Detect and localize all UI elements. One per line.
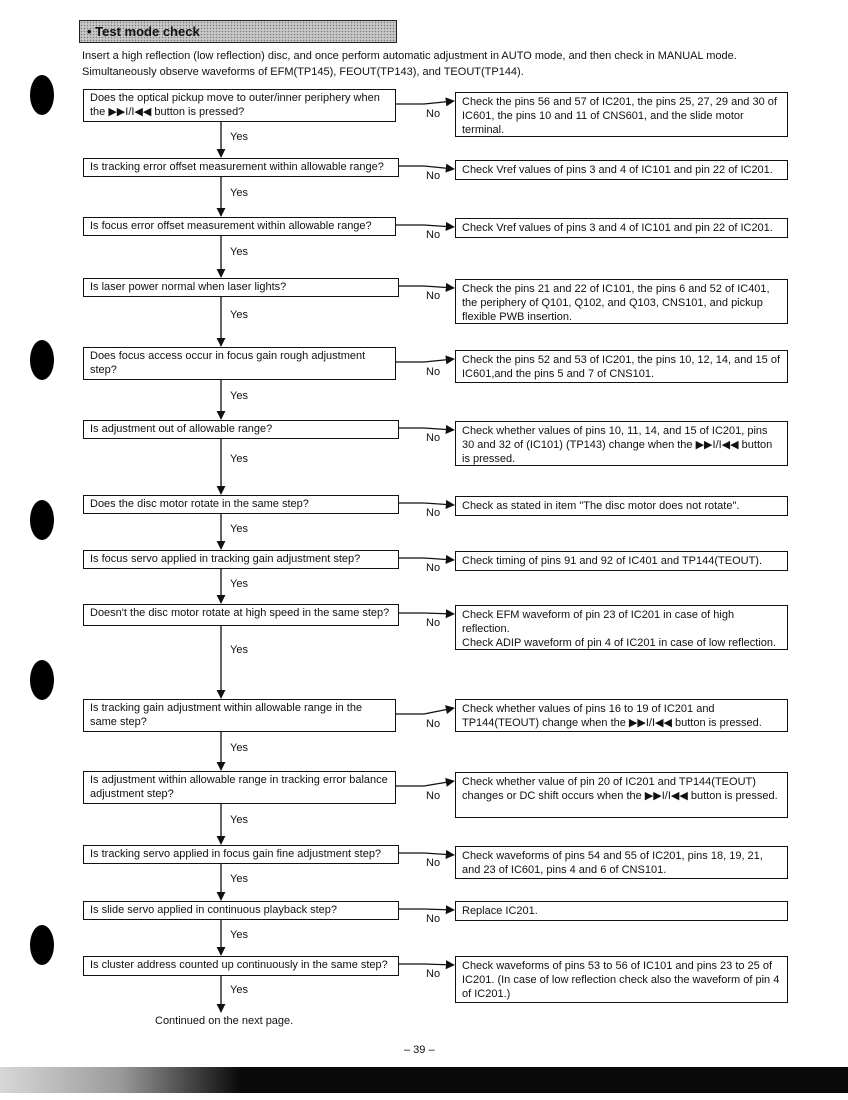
yes-label: Yes <box>230 578 248 590</box>
yes-label: Yes <box>230 742 248 754</box>
action-box: Check whether value of pin 20 of IC201 and TP144(TEOUT) changes or DC shift occurs when the ▶▶I/I◀◀ button is pressed. <box>455 772 788 818</box>
yes-label: Yes <box>230 814 248 826</box>
question-box: Is laser power normal when laser lights? <box>83 278 399 297</box>
no-label: No <box>426 913 441 925</box>
action-box: Check the pins 21 and 22 of IC101, the pins 6 and 52 of IC401, the periphery of Q101, Q102, and Q103, CNS101, and pickup flexible PWB insertion. <box>455 279 788 324</box>
action-box: Check as stated in item "The disc motor does not rotate". <box>455 496 788 516</box>
yes-label: Yes <box>230 523 248 535</box>
no-label: No <box>426 229 441 241</box>
no-label: No <box>426 507 441 519</box>
question-box: Is tracking gain adjustment within allowable range in the same step? <box>83 699 396 732</box>
action-box: Check Vref values of pins 3 and 4 of IC101 and pin 22 of IC201. <box>455 160 788 180</box>
no-label: No <box>426 562 441 574</box>
action-box: Check waveforms of pins 53 to 56 of IC101 and pins 23 to 25 of IC201. (In case of low reflection check also the waveform of pin 4 of IC201.) <box>455 956 788 1003</box>
yes-label: Yes <box>230 246 248 258</box>
question-box: Is tracking error offset measurement within allowable range? <box>83 158 399 177</box>
no-label: No <box>426 617 441 629</box>
yes-label: Yes <box>230 131 248 143</box>
action-box: Check whether values of pins 10, 11, 14, and 15 of IC201, pins 30 and 32 of (IC101) (TP143) change when the ▶▶I/I◀◀ button is pressed. <box>455 421 788 466</box>
no-label: No <box>426 968 441 980</box>
yes-label: Yes <box>230 187 248 199</box>
yes-label: Yes <box>230 929 248 941</box>
scan-edge-fade <box>0 1067 240 1093</box>
question-box: Is focus servo applied in tracking gain adjustment step? <box>83 550 399 569</box>
question-box: Doesn't the disc motor rotate at high speed in the same step? <box>83 604 399 626</box>
section-title: • Test mode check <box>79 20 397 43</box>
yes-label: Yes <box>230 390 248 402</box>
yes-label: Yes <box>230 309 248 321</box>
action-box: Check the pins 52 and 53 of IC201, the pins 10, 12, 14, and 15 of IC601,and the pins 5 and 7 of CNS101. <box>455 350 788 383</box>
no-label: No <box>426 170 441 182</box>
question-box: Does the optical pickup move to outer/inner periphery when the ▶▶I/I◀◀ button is pressed? <box>83 89 396 122</box>
question-box: Is tracking servo applied in focus gain fine adjustment step? <box>83 845 399 864</box>
question-box: Does focus access occur in focus gain rough adjustment step? <box>83 347 396 380</box>
question-box: Is slide servo applied in continuous playback step? <box>83 901 399 920</box>
no-label: No <box>426 366 441 378</box>
action-box: Check the pins 56 and 57 of IC201, the pins 25, 27, 29 and 30 of IC601, the pins 10 and 11 of CNS601, and the slide motor terminal. <box>455 92 788 137</box>
action-box: Check timing of pins 91 and 92 of IC401 and TP144(TEOUT). <box>455 551 788 571</box>
no-label: No <box>426 857 441 869</box>
no-label: No <box>426 290 441 302</box>
no-label: No <box>426 432 441 444</box>
action-box: Check Vref values of pins 3 and 4 of IC101 and pin 22 of IC201. <box>455 218 788 238</box>
question-box: Is cluster address counted up continuously in the same step? <box>83 956 399 976</box>
yes-label: Yes <box>230 644 248 656</box>
action-box: Check whether values of pins 16 to 19 of IC201 and TP144(TEOUT) change when the ▶▶I/I◀◀ button is pressed. <box>455 699 788 732</box>
question-box: Does the disc motor rotate in the same step? <box>83 495 399 514</box>
no-label: No <box>426 718 441 730</box>
intro-line: Simultaneously observe waveforms of EFM(TP145), FEOUT(TP143), and TEOUT(TP144). <box>82 66 524 78</box>
question-box: Is adjustment within allowable range in tracking error balance adjustment step? <box>83 771 396 804</box>
action-box: Replace IC201. <box>455 901 788 921</box>
no-label: No <box>426 790 441 802</box>
yes-label: Yes <box>230 453 248 465</box>
question-box: Is adjustment out of allowable range? <box>83 420 399 439</box>
intro-line: Insert a high reflection (low reflection) disc, and once perform automatic adjustment in AUTO mode, and then check in MANUAL mode. <box>82 50 737 62</box>
yes-label: Yes <box>230 873 248 885</box>
no-label: No <box>426 108 441 120</box>
action-box: Check EFM waveform of pin 23 of IC201 in case of high reflection. Check ADIP waveform of pin 4 of IC201 in case of low reflection. <box>455 605 788 650</box>
question-box: Is focus error offset measurement within allowable range? <box>83 217 396 236</box>
yes-label: Yes <box>230 984 248 996</box>
action-box: Check waveforms of pins 54 and 55 of IC201, pins 18, 19, 21, and 23 of IC601, pins 4 and 6 of CNS101. <box>455 846 788 879</box>
page-number: – 39 – <box>404 1044 435 1056</box>
continued-note: Continued on the next page. <box>155 1015 294 1027</box>
